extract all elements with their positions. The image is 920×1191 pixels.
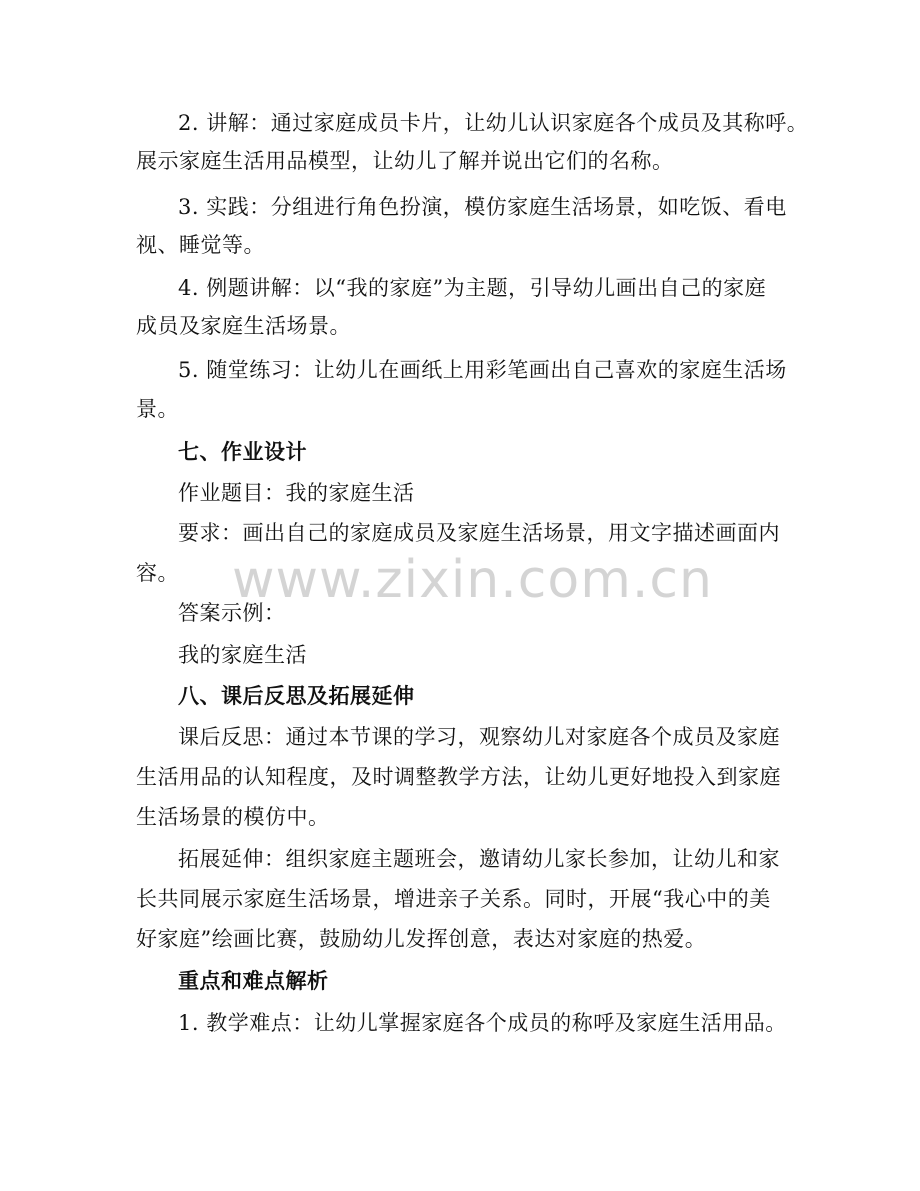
homework-title: 作业题目：我的家庭生活 [178,481,415,505]
section-heading-homework: 七、作业设计 [178,439,307,464]
answer-example-label: 答案示例： [178,601,286,625]
answer-example-text: 我的家庭生活 [178,643,307,667]
paragraph-step-5-line-1: 5. 随堂练习：让幼儿在画纸上用彩笔画出自己喜欢的家庭生活场 [178,358,787,382]
extension-line-1: 拓展延伸：组织家庭主题班会，邀请幼儿家长参加，让幼儿和家 [178,847,780,871]
section-heading-key-points: 重点和难点解析 [178,968,329,993]
paragraph-step-4-line-1: 4. 例题讲解：以“我的家庭”为主题，引导幼儿画出自己的家庭 [178,276,767,300]
extension-line-3: 好家庭”绘画比赛，鼓励幼儿发挥创意，表达对家庭的热爱。 [136,927,707,951]
paragraph-step-5-line-2: 景。 [136,397,179,421]
paragraph-step-2-line-1: 2. 讲解：通过家庭成员卡片，让幼儿认识家庭各个成员及其称呼。 [178,111,809,135]
paragraph-step-3-line-2: 视、睡觉等。 [136,233,265,257]
section-heading-reflection: 八、课后反思及拓展延伸 [178,683,415,708]
key-point-1: 1. 教学难点：让幼儿掌握家庭各个成员的称呼及家庭生活用品。 [178,1011,787,1035]
reflection-line-2: 生活用品的认知程度，及时调整教学方法，让幼儿更好地投入到家庭 [136,765,781,789]
watermark: www.zixin.com.cn [232,550,713,610]
paragraph-step-3-line-1: 3. 实践：分组进行角色扮演，模仿家庭生活场景，如吃饭、看电 [178,195,787,219]
homework-requirement-line-1: 要求：画出自己的家庭成员及家庭生活场景，用文字描述画面内 [178,521,780,545]
homework-requirement-line-2: 容。 [136,561,179,585]
reflection-line-3: 生活场景的模仿中。 [136,805,330,829]
extension-line-2: 长共同展示家庭生活场景，增进亲子关系。同时，开展“我心中的美 [136,887,771,911]
paragraph-step-4-line-2: 成员及家庭生活场景。 [136,314,351,338]
paragraph-step-2-line-2: 展示家庭生活用品模型，让幼儿了解并说出它们的名称。 [136,149,674,173]
reflection-line-1: 课后反思：通过本节课的学习，观察幼儿对家庭各个成员及家庭 [178,725,780,749]
